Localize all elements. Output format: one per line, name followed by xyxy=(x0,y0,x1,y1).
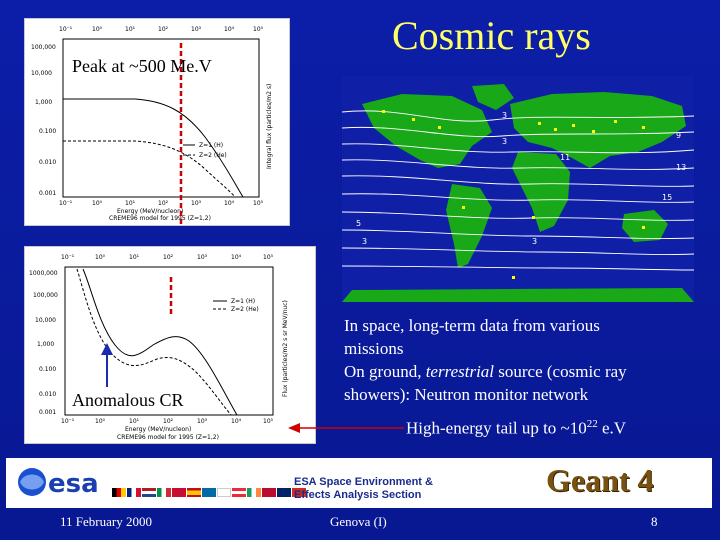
x-tick-label: 10⁰ xyxy=(92,26,103,33)
text-line-1: In space, long-term data from various xyxy=(344,316,600,335)
station-marker xyxy=(592,130,595,133)
differential-flux-plot xyxy=(24,246,316,444)
y-tick-label: 1,000 xyxy=(37,341,55,348)
x-tick-label: 10¹ xyxy=(125,200,136,207)
contour-label: 5 xyxy=(356,219,362,228)
station-marker xyxy=(532,216,535,219)
page-number: 8 xyxy=(651,514,658,529)
station-marker xyxy=(642,126,645,129)
tail-exponent: 22 xyxy=(586,418,598,430)
x-tick-label: 10⁴ xyxy=(231,254,242,261)
y-tick-label: 10,000 xyxy=(35,317,56,324)
x-tick-label: 10¹ xyxy=(125,26,136,33)
contour-label: 9 xyxy=(676,131,682,140)
x-tick-label: 10⁰ xyxy=(95,254,106,261)
x-tick-label: 10⁴ xyxy=(224,200,235,207)
south-america xyxy=(446,184,492,268)
esa-wordmark: esa xyxy=(48,469,99,499)
high-energy-tail-text xyxy=(406,418,626,439)
x-tick-label: 10⁴ xyxy=(224,26,235,33)
y-tick-label: 100,000 xyxy=(33,292,58,299)
flag-icon xyxy=(262,488,276,497)
footer-band xyxy=(6,458,712,508)
station-marker xyxy=(438,126,441,129)
station-marker xyxy=(642,226,645,229)
north-america xyxy=(362,94,492,168)
station-marker xyxy=(614,120,617,123)
x-tick-label: 10⁵ xyxy=(253,200,264,207)
x-tick-label: 10⁻¹ xyxy=(61,418,75,425)
x-tick-label: 10⁻¹ xyxy=(59,200,73,207)
x-tick-label: 10⁻¹ xyxy=(61,254,75,261)
y-tick-label: 0.001 xyxy=(39,409,57,416)
esa-logo xyxy=(14,462,110,502)
plot-caption: CREME96 model for 1995 (Z=1,2) xyxy=(117,434,219,441)
x-tick-label: 10³ xyxy=(191,200,202,207)
x-tick-label: 10¹ xyxy=(129,418,140,425)
x-tick-label: 10¹ xyxy=(129,254,140,261)
y-tick-label: 10,000 xyxy=(31,70,52,77)
station-marker xyxy=(538,122,541,125)
tail-text-prefix: High-energy tail up to ~10 xyxy=(406,418,587,438)
station-marker xyxy=(382,110,385,113)
x-tick-label: 10⁵ xyxy=(263,418,274,425)
x-tick-label: 10⁵ xyxy=(263,254,274,261)
africa xyxy=(512,152,570,232)
contour-label: 13 xyxy=(676,163,687,172)
text-line-3-suffix: source (cosmic ray xyxy=(494,362,627,381)
y-tick-label: 0.010 xyxy=(39,159,57,166)
footer-location: Genova (I) xyxy=(330,514,387,529)
description-text xyxy=(344,314,716,406)
y-axis-label: Flux (particles/m2 s sr MeV/nuc) xyxy=(282,300,289,397)
member-state-flags xyxy=(112,488,306,497)
footer-date: 11 February 2000 xyxy=(60,514,152,529)
legend-entry-h: Z=1 (H) xyxy=(199,142,224,149)
terrestrial-word: terrestrial xyxy=(425,362,495,381)
y-axis-label: Integral flux (particles/m2 s) xyxy=(266,83,273,169)
world-map-svg xyxy=(342,76,694,302)
station-marker xyxy=(554,128,557,131)
station-marker xyxy=(572,124,575,127)
y-tick-label: 0.100 xyxy=(39,366,57,373)
y-tick-label: 0.100 xyxy=(39,128,57,135)
he-flux-curve xyxy=(63,141,235,197)
x-tick-label: 10⁵ xyxy=(253,26,264,33)
y-tick-label: 1000,000 xyxy=(29,270,58,277)
contour-label: 3 xyxy=(502,137,508,146)
peak-label: Peak at ~500 Me.V xyxy=(72,56,212,76)
text-line-3 xyxy=(344,360,716,383)
tail-arrow xyxy=(286,420,406,436)
flag-icon xyxy=(232,488,246,497)
legend-entry-he: Z=2 (He) xyxy=(231,306,259,313)
contour-label: 15 xyxy=(662,193,673,202)
x-tick-label: 10⁰ xyxy=(95,418,106,425)
station-marker xyxy=(512,276,515,279)
anomalous-arrow-head xyxy=(101,343,113,355)
x-axis-label: Energy (MeV/nucleon) xyxy=(117,208,184,215)
x-tick-label: 10⁰ xyxy=(92,200,103,207)
antarctica xyxy=(342,288,694,302)
tail-text-suffix: e.V xyxy=(597,418,627,438)
y-tick-label: 0.010 xyxy=(39,391,57,398)
y-tick-label: 0.001 xyxy=(39,190,57,197)
flag-icon xyxy=(247,488,261,497)
flag-icon xyxy=(112,488,126,497)
legend-entry-h: Z=1 (H) xyxy=(231,298,256,305)
x-tick-label: 10³ xyxy=(197,418,208,425)
x-axis-label: Energy (MeV/nucleon) xyxy=(125,426,192,433)
legend-entry-he: Z=2 (He) xyxy=(199,152,227,159)
slide-title: Cosmic rays xyxy=(392,13,591,58)
x-tick-label: 10⁴ xyxy=(231,418,242,425)
geant4-logo: Geant 4 xyxy=(546,462,654,498)
text-line-2: missions xyxy=(344,339,404,358)
flag-icon xyxy=(277,488,291,497)
station-marker xyxy=(462,206,465,209)
anomalous-cr-label: Anomalous CR xyxy=(72,390,184,410)
flag-icon xyxy=(172,488,186,497)
y-tick-label: 100,000 xyxy=(31,44,56,51)
text-line-4: showers): Neutron monitor network xyxy=(344,385,589,404)
contour-label: 3 xyxy=(502,111,508,120)
contour-label: 3 xyxy=(362,237,368,246)
x-tick-label: 10² xyxy=(163,254,174,261)
x-tick-label: 10⁻¹ xyxy=(59,26,73,33)
flag-icon xyxy=(127,488,141,497)
flag-icon xyxy=(217,488,231,497)
plot-caption: CREME96 model for 1995 (Z=1,2) xyxy=(109,215,211,222)
x-tick-label: 10³ xyxy=(197,254,208,261)
station-marker xyxy=(412,118,415,121)
contour-label: 3 xyxy=(532,237,538,246)
text-line-3-prefix: On ground, xyxy=(344,362,426,381)
differential-flux-plot-svg xyxy=(25,247,315,443)
flag-icon xyxy=(157,488,171,497)
flag-icon xyxy=(142,488,156,497)
section-name: ESA Space Environment & Effects Analysis Section xyxy=(294,476,433,501)
neutron-monitor-map xyxy=(342,76,694,302)
x-tick-label: 10² xyxy=(163,418,174,425)
y-tick-label: 1,000 xyxy=(35,99,53,106)
x-tick-label: 10³ xyxy=(191,26,202,33)
integral-flux-plot xyxy=(24,18,290,226)
x-tick-label: 10² xyxy=(158,200,169,207)
x-tick-label: 10² xyxy=(158,26,169,33)
flag-icon xyxy=(202,488,216,497)
integral-flux-plot-svg xyxy=(25,19,289,225)
contour-label: 11 xyxy=(560,153,571,162)
flag-icon xyxy=(187,488,201,497)
greenland xyxy=(472,84,514,110)
